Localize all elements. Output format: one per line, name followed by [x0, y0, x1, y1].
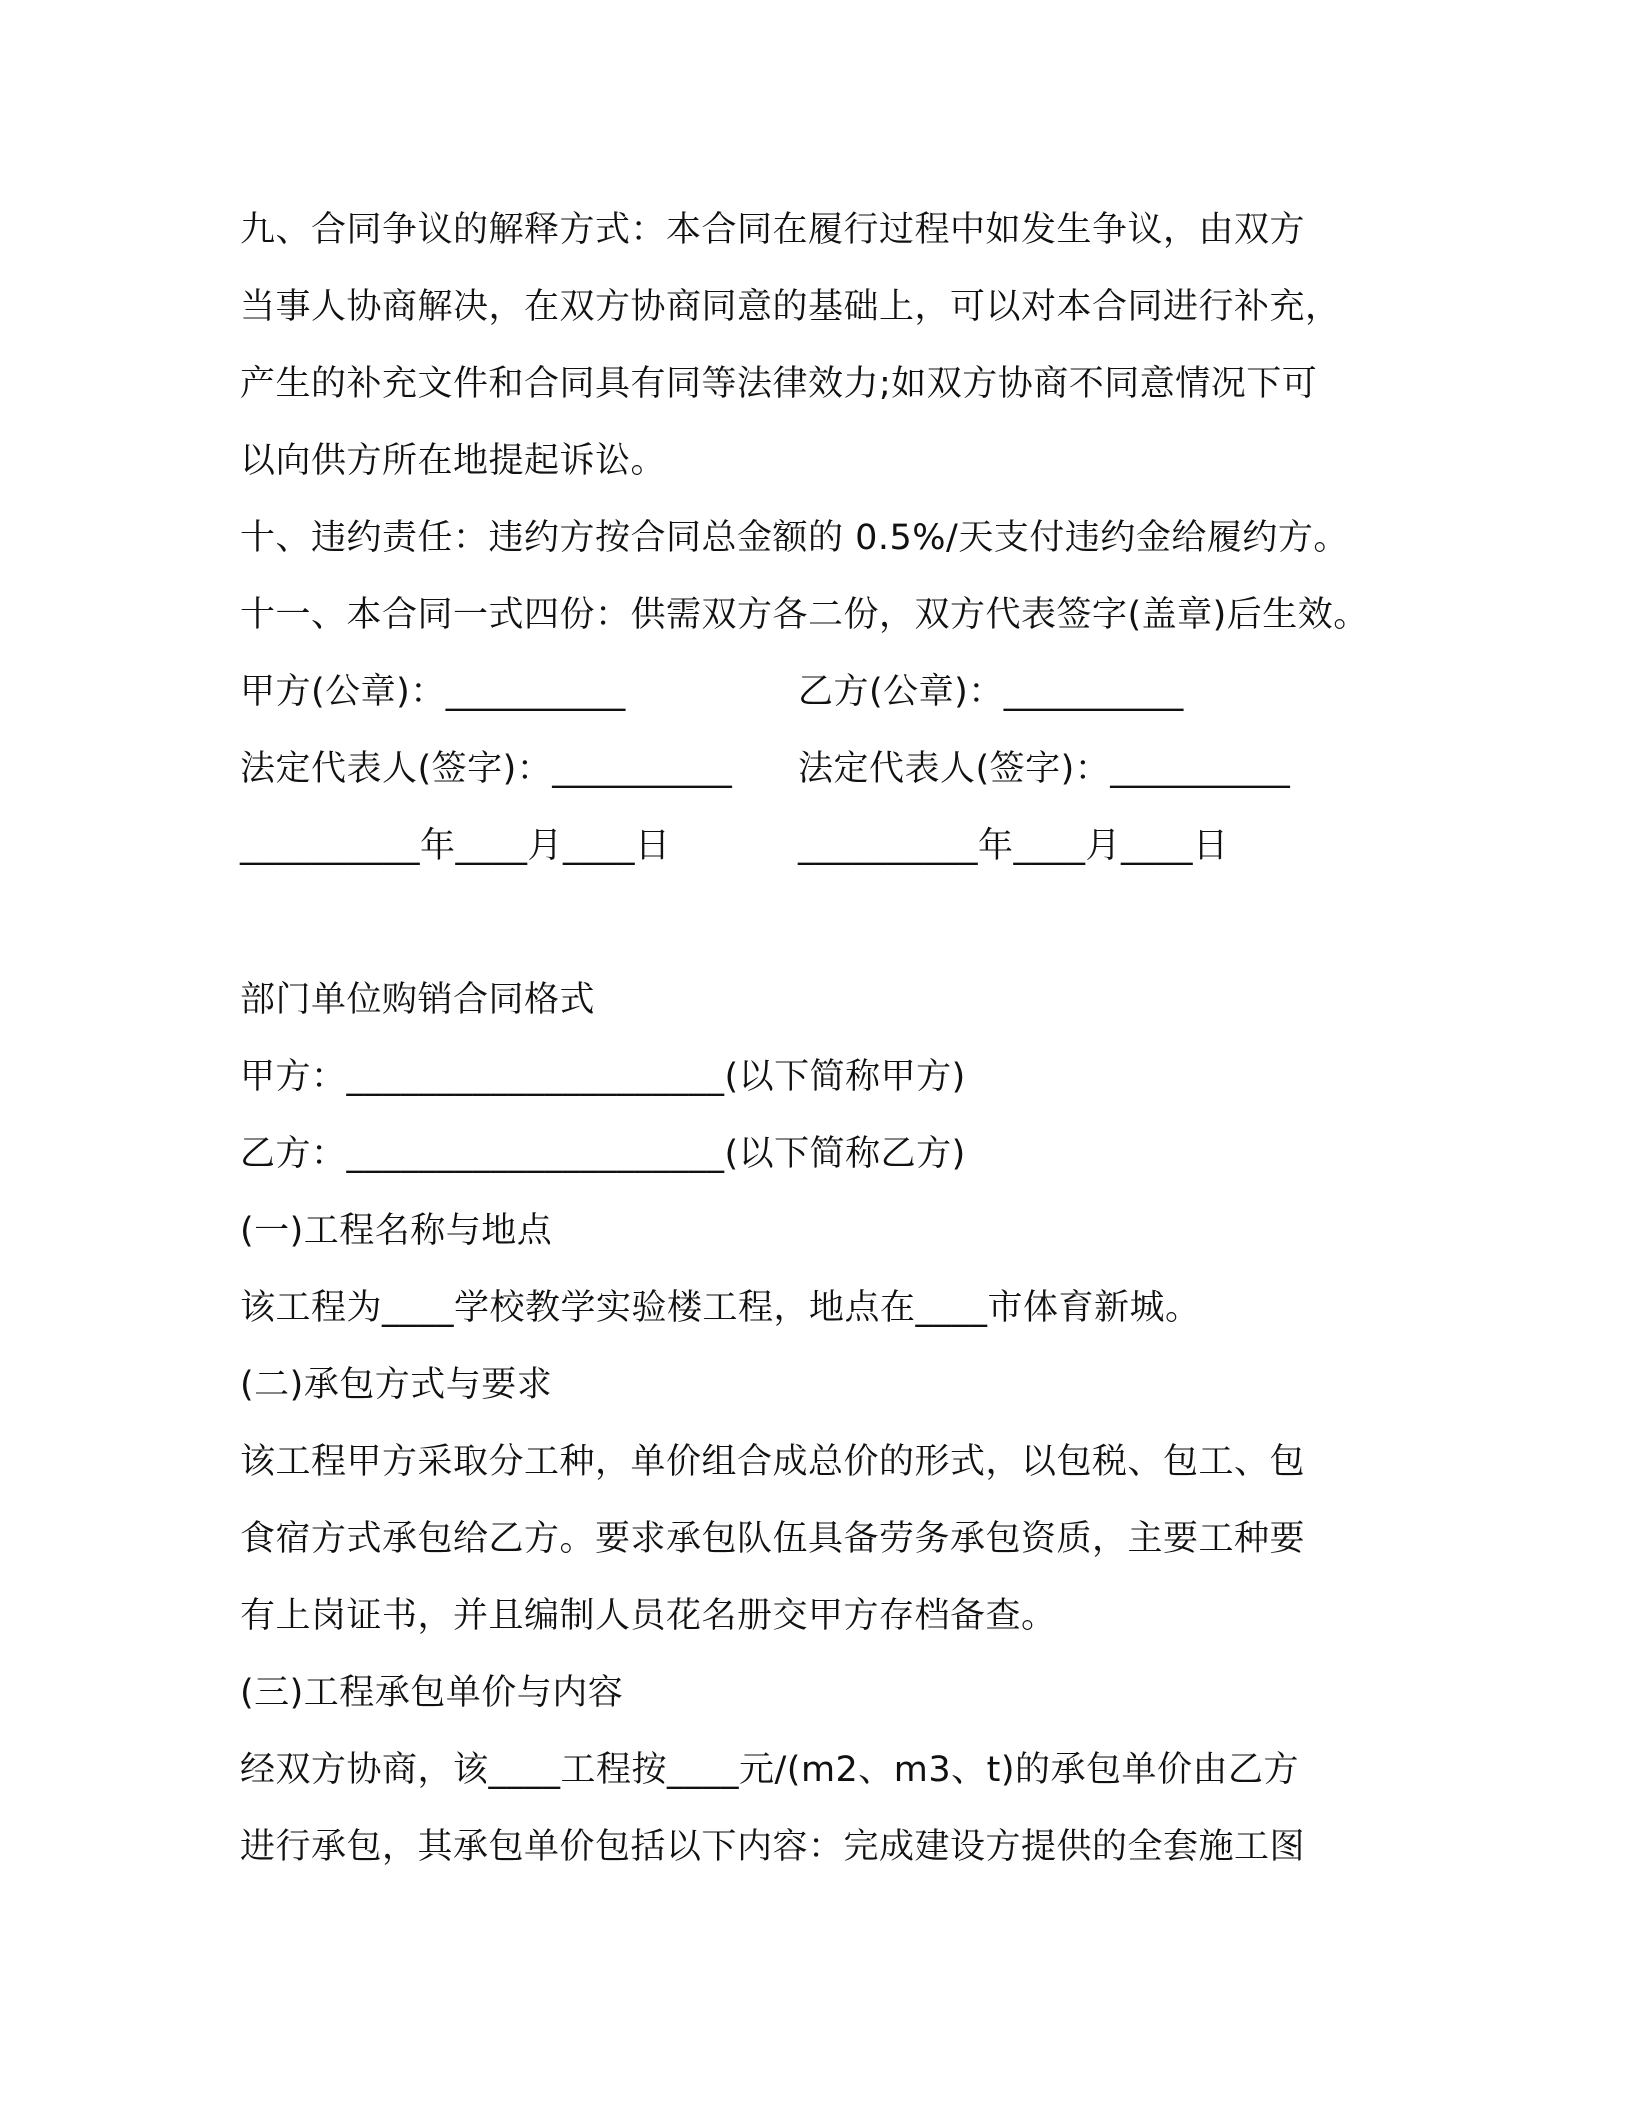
clause-9-line-2: 当事人协商解决，在双方协商同意的基础上，可以对本合同进行补充，: [240, 287, 1341, 327]
party-b-field: 乙方：_____________________(以下简称乙方): [240, 1134, 966, 1174]
section-3-heading: (三)工程承包单价与内容: [240, 1673, 624, 1713]
clause-9-line-1: 九、合同争议的解释方式：本合同在履行过程中如发生争议，由双方: [240, 210, 1306, 250]
representative-row: [240, 731, 1440, 808]
clause-11: 十一、本合同一式四份：供需双方各二份，双方代表签字(盖章)后生效。: [240, 595, 1369, 635]
party-a-date: __________年____月____日: [240, 826, 671, 866]
section-2-heading: (二)承包方式与要求: [240, 1365, 553, 1405]
party-a-field: 甲方：_____________________(以下简称甲方): [240, 1057, 966, 1097]
party-a-seal: 甲方(公章)：__________: [240, 672, 626, 712]
contract-title: 部门单位购销合同格式: [240, 980, 596, 1020]
section-3-line-1: 经双方协商，该____工程按____元/(m2、m3、t)的承包单价由乙方: [240, 1750, 1300, 1790]
party-b-seal: 乙方(公章)：__________: [798, 672, 1184, 712]
clause-9-line-3: 产生的补充文件和合同具有同等法律效力;如双方协商不同意情况下可: [240, 364, 1318, 404]
section-2-line-1: 该工程甲方采取分工种，单价组合成总价的形式，以包税、包工、包: [240, 1442, 1306, 1482]
section-3-line-2: 进行承包，其承包单价包括以下内容：完成建设方提供的全套施工图: [240, 1827, 1306, 1867]
section-1-heading: (一)工程名称与地点: [240, 1211, 553, 1251]
party-a-representative: 法定代表人(签字)：__________: [240, 749, 733, 789]
section-2-line-2: 食宿方式承包给乙方。要求承包队伍具备劳务承包资质，主要工种要: [240, 1519, 1306, 1559]
date-row: [240, 808, 1440, 885]
clause-10: 十、违约责任：违约方按合同总金额的 0.5%/天支付违约金给履约方。: [240, 518, 1349, 558]
document-body: [240, 192, 1440, 1886]
party-b-date: __________年____月____日: [798, 826, 1229, 866]
seal-row: [240, 654, 1440, 731]
section-spacer: [240, 885, 1440, 962]
section-2-line-3: 有上岗证书，并且编制人员花名册交甲方存档备查。: [240, 1596, 1057, 1636]
party-b-representative: 法定代表人(签字)：__________: [798, 749, 1291, 789]
clause-9-line-4: 以向供方所在地提起诉讼。: [240, 441, 667, 481]
section-1-text: 该工程为____学校教学实验楼工程，地点在____市体育新城。: [240, 1288, 1201, 1328]
